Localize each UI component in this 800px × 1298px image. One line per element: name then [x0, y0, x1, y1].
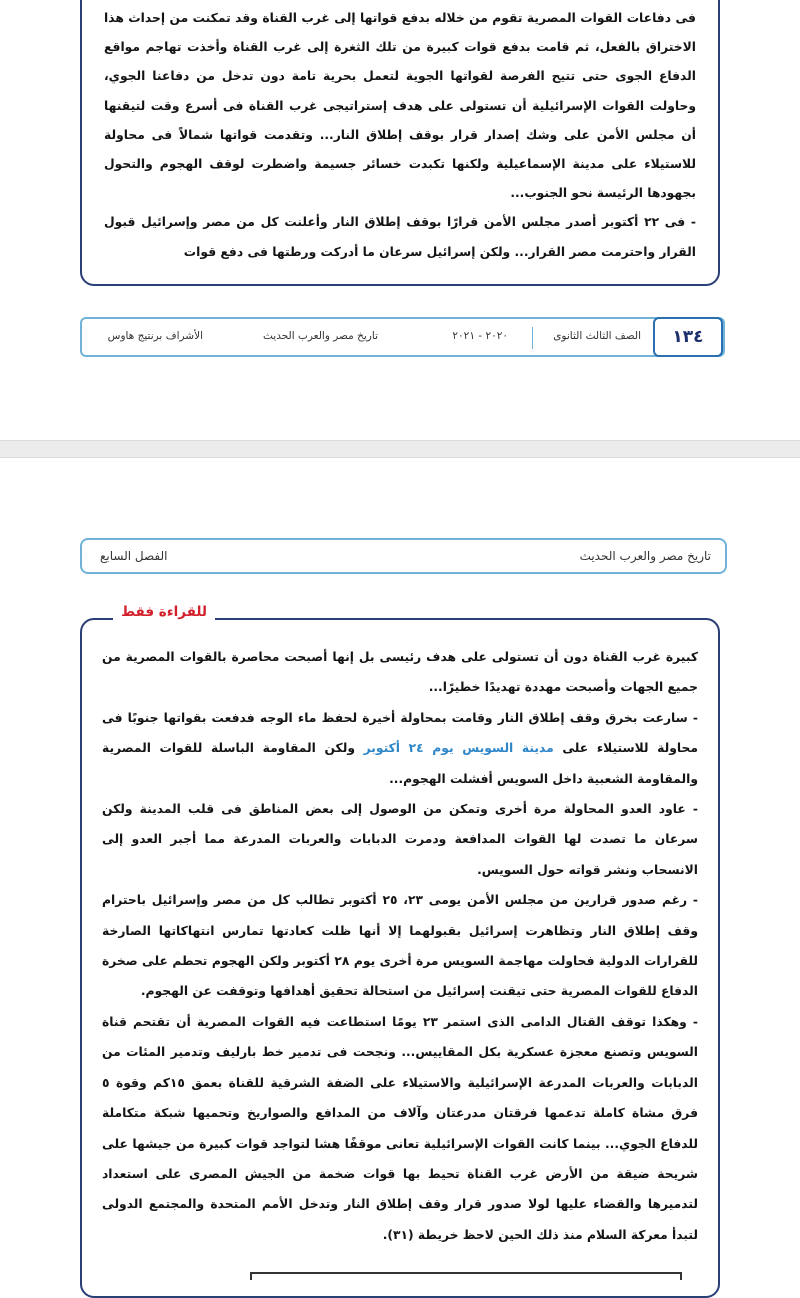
header-chapter: الفصل السابع — [100, 549, 168, 563]
paragraph-text: - عاود العدو المحاولة مرة أخرى وتمكن من الوصول إلى بعض المناطق فى قلب المدينة ولكن سرعان ما تصدت لها القوات المدافعة ودمرت الدبابات والعربات المدرعة مما أجبر العدو إلى الانسحاب ونشر قواته حول السويس. — [102, 802, 698, 877]
page-footer — [80, 317, 725, 357]
paragraph — [102, 642, 698, 703]
top-text-box — [80, 0, 720, 286]
paragraph — [102, 1007, 698, 1250]
page-header — [80, 538, 727, 574]
paragraph-text: - وهكذا توقف القتال الدامى الذى استمر ٢٣ يومًا استطاعت فيه القوات المصرية أن تقتحم قناة السويس وتصنع معجزة عسكرية بكل المقاييس... ونجحت فى تدمير خط بارليف وتدمير المئات من الدبابات والعربات المدرعة الإسرائيلية والاستيلاء على الضفة الشرقية للقناة بعمق ١٥كم وقوة ٥ فرق مشاة كاملة تدعمها فرقتان مدرعتان وآلاف من المدافع والصواريخ وتحميها شبكة متكاملة للدفاع الجوي... بينما كانت القوات الإسرائيلية تعانى موقفًا هشا لتواجد قوات كبيرة من جيشها على شريحة ضيقة من الأرض غرب القناة تحيط بها قوات ضخمة من الجيش المصرى على استعداد لتدميرها والقضاء عليها لولا صدور قرار وقف إطلاق النار وتدخل الأمم المتحدة والمجتمع الدولى لتبدأ معركة السلام منذ ذلك الحين لاحظ خريطة (٣١). — [102, 1014, 698, 1242]
bottom-text-box — [80, 618, 720, 1298]
next-box-edge — [250, 1272, 682, 1280]
paragraph-text: - فى ٢٢ أكتوبر أصدر مجلس الأمن قرارًا بوقف إطلاق النار وأعلنت كل من مصر وإسرائيل قبول القرار واحترمت مصر القرار... ولكن إسرائيل سرعان ما أدركت ورطتها فى دفع قوات — [104, 215, 696, 259]
footer-divider — [532, 327, 533, 349]
header-subject: تاريخ مصر والعرب الحديث — [579, 549, 711, 563]
paragraph-text: - رغم صدور قرارين من مجلس الأمن يومى ٢٣، ٢٥ أكتوبر تطالب كل من مصر وإسرائيل باحترام وقف إطلاق النار وتظاهرت إسرائيل بقبولهما إلا أنها ظلت كعادتها تمارس انتهاكاتها الصارخة للقرارات الدولية فحاولت مهاجمة السويس مرة أخرى يوم ٢٨ أكتوبر ولكن الهجوم تحطم على صخرة الدفاع للقوات المصرية حتى تيقنت إسرائيل من استحالة تحقيق أهدافها وتوقفت عن الهجوم. — [102, 893, 699, 999]
page-number: ١٣٤ — [653, 317, 723, 357]
paragraph — [102, 885, 698, 1007]
highlighted-text: مدينة السويس يوم ٢٤ أكتوبر — [363, 741, 554, 756]
page-separator — [0, 440, 800, 458]
paragraph-text: ولكن المقاومة الباسلة للقوات المصرية والمقاومة الشعبية داخل السويس أفشلت الهجوم... — [102, 741, 698, 786]
paragraph — [104, 208, 696, 266]
paragraph — [102, 703, 698, 794]
bottom-paragraphs — [102, 642, 698, 1250]
footer-subject: تاريخ مصر والعرب الحديث — [263, 330, 378, 342]
top-page — [0, 0, 800, 440]
bottom-page — [0, 458, 800, 1280]
reading-only-label: للقراءة فقط — [113, 604, 215, 620]
footer-series: الأشراف برنتيج هاوس — [107, 330, 203, 342]
top-paragraphs — [104, 4, 696, 267]
paragraph-text: - سارعت بخرق وقف إطلاق النار وقامت بمحاولة أخيرة لحفظ ماء الوجه فدفعت بقواتها جنوبًا فى محاولة للاستيلاء على — [102, 710, 698, 756]
footer-year: ٢٠٢٠ - ٢٠٢١ — [452, 330, 508, 342]
footer-grade: الصف الثالث الثانوى — [553, 330, 641, 342]
paragraph — [102, 794, 698, 885]
paragraph-text: فى دفاعات القوات المصرية تقوم من خلاله بدفع قواتها إلى غرب القناة وقد تمكنت من إحداث هذا الاختراق بالفعل، ثم قامت بدفع قوات كبيرة من تلك الثغرة إلى غرب القناة وأخذت تهاجم مواقع الدفاع الجوى حتى تتيح الفرصة لقواتها الجوية لتعمل بحرية تامة دون تدخل من دفاعنا الجوي، وحاولت القوات الإسرائيلية أن تستولى على هدف إستراتيجى غرب القناة فى أسرع وقت لتيقنها أن مجلس الأمن على وشك إصدار قرار بوقف إطلاق النار... وتقدمت قواتها شمالاً فى محاولة للاستيلاء على مدينة الإسماعيلية ولكنها تكبدت خسائر جسيمة واضطرت لوقف الهجوم والتحول بجهودها الرئيسة نحو الجنوب... — [104, 11, 696, 201]
paragraph-text: كبيرة غرب القناة دون أن تستولى على هدف رئيسى بل إنها أصبحت محاصرة بالقوات المصرية من جميع الجهات وأصبحت مهددة تهديدًا خطيرًا... — [102, 650, 698, 695]
paragraph — [104, 4, 696, 208]
